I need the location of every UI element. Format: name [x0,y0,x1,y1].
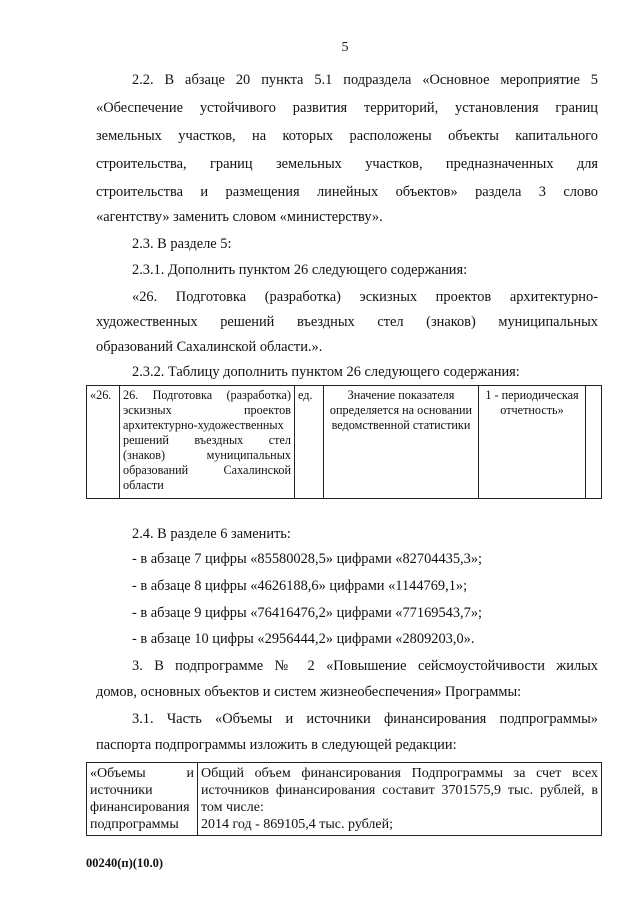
paragraph-3: 3. В подпрограмме № 2 «Повышение сейсмоустойчивости жилых [132,658,598,674]
table-cell: 26. Подготовка (разработка) эскизных проектов архитектурно-художественных решений въездных стел (знаков) муниципальных образований Сахалинской области [120,386,295,499]
paragraph-2-3-2: 2.3.2. Таблицу дополнить пунктом 26 следующего содержания: [132,364,520,380]
table-cell [586,386,602,499]
list-item: - в абзаце 8 цифры «4626188,6» цифрами «1144769,1»; [132,578,468,594]
paragraph-2-4: 2.4. В разделе 6 заменить: [132,526,291,542]
list-item: - в абзаце 9 цифры «76416476,2» цифрами «77169543,7»; [132,605,483,621]
paragraph-2-2: 2.2. В абзаце 20 пункта 5.1 подраздела «Основное мероприятие 5 [132,72,598,88]
table-cell: «26. [87,386,120,499]
table-cell: ед. [295,386,324,499]
paragraph-line: художественных решений въездных стел (знаков) муниципальных [96,314,598,330]
table-row [87,763,602,836]
table-cell: 1 - периодическая отчетность» [479,386,586,499]
list-item: - в абзаце 10 цифры «2956444,2» цифрами «2809203,0». [132,631,475,647]
table-cell [198,763,602,836]
indicator-table [86,385,602,499]
paragraph-line: паспорта подпрограммы изложить в следующей редакции: [96,737,457,753]
table-cell: Значение показателя определяется на основании ведомственной статистики [324,386,479,499]
table-row [87,386,602,499]
paragraph-item-26: «26. Подготовка (разработка) эскизных проектов архитектурно- [132,289,598,305]
list-item: - в абзаце 7 цифры «85580028,5» цифрами «82704435,3»; [132,551,483,567]
paragraph-3-1: 3.1. Часть «Объемы и источники финансирования подпрограммы» [132,711,598,727]
paragraph-line: строительства и размещения линейных объектов» раздела 3 слово [96,184,598,200]
paragraph-line: строительства, границ земельных участков, предназначенных для [96,156,598,172]
table-cell: «Объемы и источники финансирования подпрограммы [87,763,198,836]
paragraph-line: «агентству» заменить словом «министерству». [96,209,383,225]
document-code: 00240(п)(10.0) [86,856,163,870]
financing-table [86,762,602,836]
paragraph-2-3-1: 2.3.1. Дополнить пунктом 26 следующего содержания: [132,262,468,278]
financing-text: Общий объем финансирования Подпрограммы за счет всех источников финансирования составит 3701575,9 тыс. рублей, в том числе: [201,766,598,815]
paragraph-line: домов, основных объектов и систем жизнеобеспечения» Программы: [96,684,522,700]
paragraph-line: «Обеспечение устойчивого развития территорий, установления границ [96,100,598,116]
page-number: 5 [341,40,349,55]
paragraph-line: образований Сахалинской области.». [96,339,323,355]
paragraph-2-3: 2.3. В разделе 5: [132,236,232,252]
paragraph-line: земельных участков, на которых расположены объекты капитального [96,128,598,144]
financing-year-2014: 2014 год - 869105,4 тыс. рублей; [201,817,394,832]
